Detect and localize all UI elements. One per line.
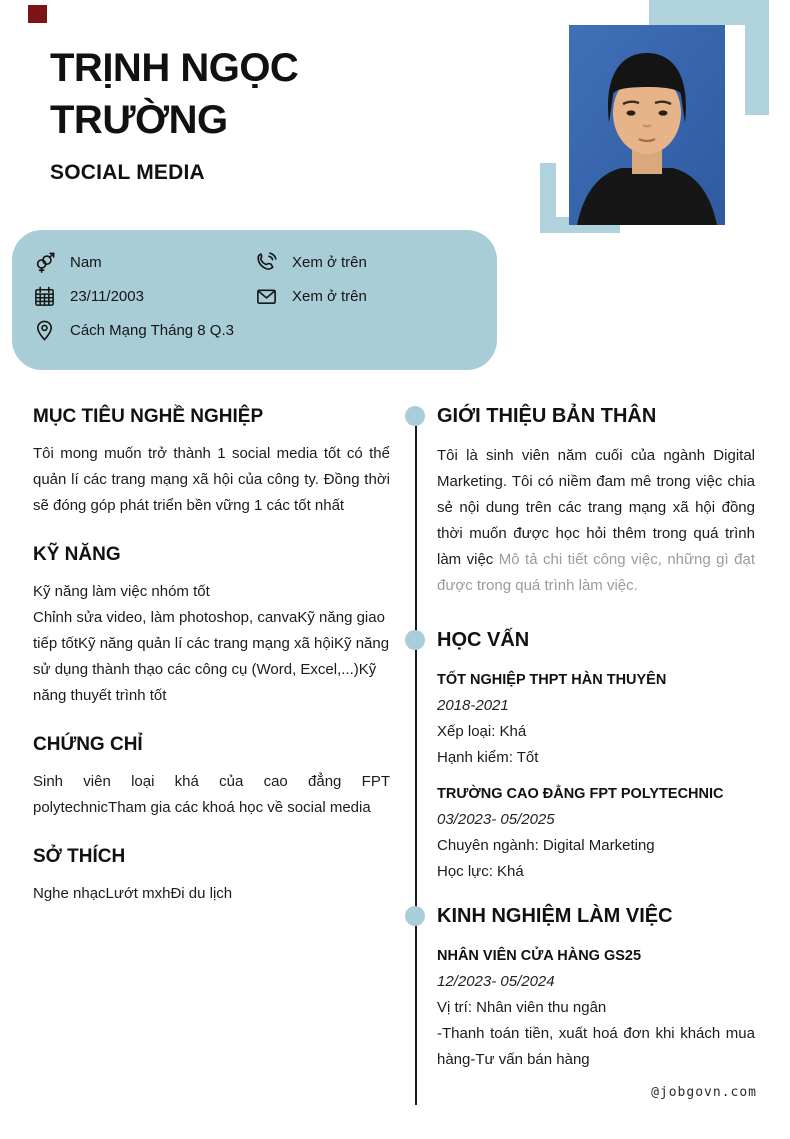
hobbies-heading: SỞ THÍCH bbox=[33, 846, 126, 867]
phone-icon bbox=[255, 251, 278, 274]
section-certificates bbox=[33, 733, 390, 821]
contact-birthdate bbox=[33, 285, 144, 308]
site-watermark: @jobgovn.com bbox=[651, 1085, 757, 1100]
education-entry-period: 2018-2021 bbox=[437, 697, 509, 714]
section-bullet-icon bbox=[405, 906, 425, 926]
experience-entry-detail: -Thanh toán tiền, xuất hoá đơn khi khách mua hàng-Tư vấn bán hàng bbox=[437, 1025, 755, 1068]
certificates-body: Sinh viên loại khá của cao đẳng FPT polytechnicTham gia các khoá học về social media bbox=[33, 773, 390, 816]
gender-value: Nam bbox=[70, 254, 102, 271]
contact-email bbox=[255, 285, 367, 308]
section-hobbies bbox=[33, 845, 390, 907]
experience-entry-period: 12/2023- 05/2024 bbox=[437, 973, 555, 990]
education-entry-period: 03/2023- 05/2025 bbox=[437, 811, 555, 828]
education-heading-label: HỌC VẤN bbox=[437, 629, 530, 651]
skills-heading: KỸ NĂNG bbox=[33, 544, 121, 565]
job-title: SOCIAL MEDIA bbox=[50, 161, 205, 184]
skills-line-1: Kỹ năng làm việc nhóm tốt bbox=[33, 583, 210, 600]
experience-entry-detail: Vị trí: Nhân viên thu ngân bbox=[437, 999, 607, 1016]
section-bullet-icon bbox=[405, 406, 425, 426]
experience-heading-label: KINH NGHIỆM LÀM VIỆC bbox=[437, 905, 673, 927]
education-entry bbox=[437, 667, 755, 771]
education-entry bbox=[437, 781, 755, 885]
objective-heading: MỤC TIÊU NGHỀ NGHIỆP bbox=[33, 406, 264, 427]
experience-entry-title: NHÂN VIÊN CỬA HÀNG GS25 bbox=[437, 948, 642, 964]
education-entry-title: TỐT NGHIỆP THPT HÀN THUYÊN bbox=[437, 672, 667, 688]
calendar-icon bbox=[33, 285, 56, 308]
education-entry-detail: Xếp loại: Khá bbox=[437, 723, 527, 740]
email-icon bbox=[255, 285, 278, 308]
experience-heading bbox=[437, 903, 755, 929]
about-placeholder-text: Mô tả chi tiết công việc, những gì đạt được trong quá trình làm việc. bbox=[437, 551, 755, 594]
profile-photo bbox=[569, 25, 725, 225]
education-entry-detail: Hạnh kiểm: Tốt bbox=[437, 749, 539, 766]
section-skills bbox=[33, 543, 390, 709]
about-heading-label: GIỚI THIỆU BẢN THÂN bbox=[437, 405, 657, 427]
section-objective bbox=[33, 405, 390, 519]
left-column bbox=[33, 405, 390, 907]
contact-address bbox=[33, 319, 234, 342]
education-heading bbox=[437, 627, 755, 653]
header bbox=[50, 42, 380, 185]
education-entry-detail: Học lực: Khá bbox=[437, 863, 524, 880]
timeline-vertical-line bbox=[415, 416, 417, 1105]
about-body bbox=[437, 443, 755, 599]
location-icon bbox=[33, 319, 56, 342]
contact-phone bbox=[255, 251, 367, 274]
phone-value: Xem ở trên bbox=[292, 254, 367, 271]
skills-line-2: Chỉnh sửa video, làm photoshop, canvaKỹ năng giao tiếp tốtKỹ năng quản lí các trang mạng xã hộiKỹ năng sử dụng thành thạo các công cụ (Word, Excel,...)Kỹ năng thuyết trình tốt bbox=[33, 609, 390, 704]
portrait-illustration bbox=[569, 25, 725, 225]
section-experience bbox=[437, 903, 755, 1073]
hobbies-body: Nghe nhạcLướt mxhĐi du lịch bbox=[33, 885, 233, 902]
education-entry-detail: Chuyên ngành: Digital Marketing bbox=[437, 837, 655, 854]
education-entry-title: TRƯỜNG CAO ĐẲNG FPT POLYTECHNIC bbox=[437, 786, 724, 802]
about-heading bbox=[437, 403, 755, 429]
gender-icon bbox=[33, 251, 56, 274]
experience-entry bbox=[437, 943, 755, 1073]
section-bullet-icon bbox=[405, 630, 425, 650]
right-column bbox=[437, 403, 755, 1073]
maroon-corner-square bbox=[28, 5, 47, 23]
objective-body: Tôi mong muốn trở thành 1 social media tốt có thể quản lí các trang mạng xã hội của công ty. Đồng thời sẽ đóng góp phát triển bền vững 1 các tốt nhất bbox=[33, 445, 390, 514]
birthdate-value: 23/11/2003 bbox=[70, 288, 144, 305]
candidate-name: TRỊNH NGỌC TRƯỜNG bbox=[50, 46, 299, 142]
photo-right-decor-strip bbox=[745, 0, 769, 115]
address-value: Cách Mạng Tháng 8 Q.3 bbox=[70, 322, 234, 339]
contact-info-box bbox=[12, 230, 497, 370]
contact-gender bbox=[33, 251, 102, 274]
about-body-text: Tôi là sinh viên năm cuối của ngành Digital Marketing. Tôi có niềm đam mê trong việc chia sẻ nội dung trên các trang mạng xã hội đồng thời muốn được học hỏi thêm trong quá trình làm việc bbox=[437, 447, 755, 568]
certificates-heading: CHỨNG CHỈ bbox=[33, 734, 143, 755]
section-about bbox=[437, 403, 755, 599]
section-education bbox=[437, 627, 755, 885]
email-value: Xem ở trên bbox=[292, 288, 367, 305]
